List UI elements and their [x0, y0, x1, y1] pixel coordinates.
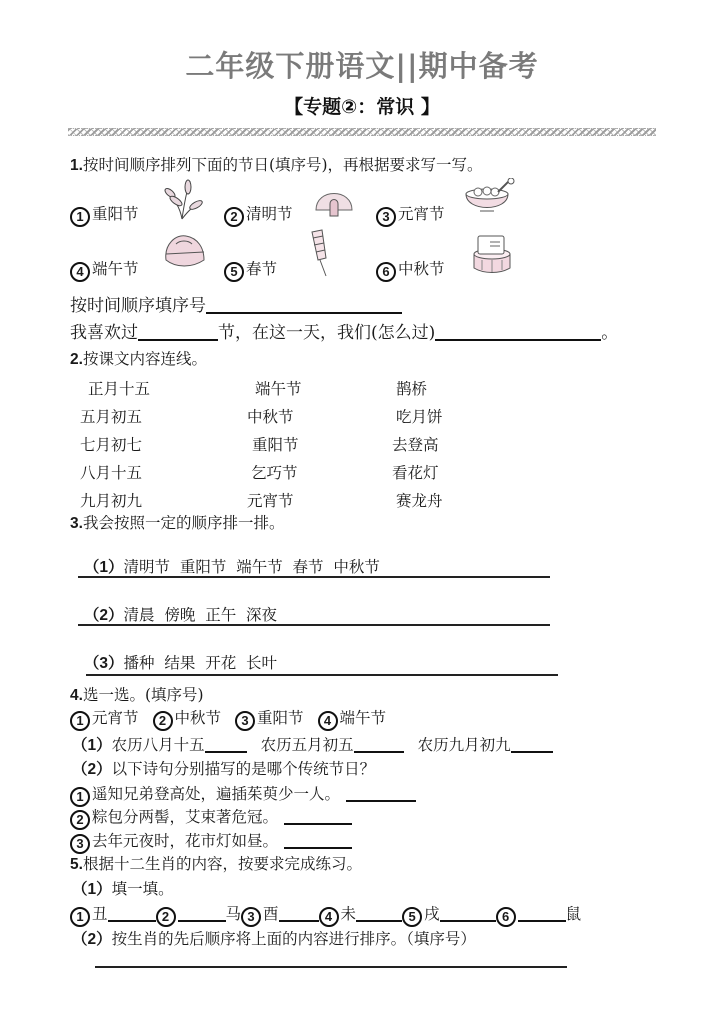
- circled-number: 4: [319, 907, 339, 927]
- order-prompt: 按时间顺序填序号: [70, 296, 206, 316]
- order-fill-row: [70, 291, 402, 316]
- item-words: 清明节 重阳节 端午节 春节 中秋节: [123, 558, 380, 576]
- q3-item-2: [74, 585, 277, 625]
- festival-option-6: [376, 257, 445, 282]
- tomb-icon: [312, 178, 356, 218]
- part-prompt: 填一填。: [111, 880, 174, 898]
- festival-label: 清明节: [246, 205, 293, 223]
- circled-number: 4: [70, 262, 90, 282]
- item-mark: （1）: [83, 559, 124, 576]
- match-item[interactable]: 重阳节: [252, 436, 299, 454]
- circled-number: 4: [318, 711, 338, 731]
- option-label: 中秋节: [174, 709, 222, 727]
- favorite-festival-row: [70, 318, 618, 343]
- dogwood-branch-icon: [160, 175, 208, 223]
- match-item[interactable]: 五月初五: [80, 408, 143, 426]
- option-label: 重阳节: [257, 709, 304, 727]
- festival-label: 重阳节: [92, 205, 139, 223]
- q4-number: 4.: [70, 687, 83, 704]
- q3-prompt: 我会按照一定的顺序排一排。: [82, 514, 285, 532]
- festival-label: 春节: [246, 260, 278, 278]
- circled-number: 2: [156, 907, 176, 927]
- q5-number: 5.: [70, 856, 83, 873]
- q4-prompt: 选一选。(填序号): [82, 686, 204, 704]
- q1-prompt: 按时间顺序排列下面的节日(填序号)，再根据要求写一写。: [82, 156, 483, 174]
- circled-number: 2: [153, 711, 173, 731]
- q3-item-3: [74, 633, 277, 673]
- match-column-dates: [80, 375, 151, 515]
- festival-option-3: [376, 202, 445, 227]
- option-label: 端午节: [339, 709, 387, 727]
- circled-number: 5: [224, 262, 244, 282]
- q4-part1-row: [72, 733, 553, 755]
- circled-number: 1: [70, 787, 90, 807]
- q3-answer-line-3[interactable]: [86, 674, 558, 676]
- circled-number: 3: [70, 834, 90, 854]
- part-mark: （1）: [72, 737, 112, 754]
- match-item[interactable]: 鹊桥: [396, 380, 428, 398]
- part-prompt: 以下诗句分别描写的是哪个传统节日？: [111, 760, 376, 778]
- zongzi-icon: [162, 230, 208, 270]
- q3-answer-line-1[interactable]: [78, 576, 550, 578]
- item-mark: （3）: [83, 655, 124, 672]
- match-item[interactable]: 九月初九: [80, 492, 143, 510]
- tangyuan-bowl-icon: [462, 178, 516, 218]
- zodiac-fill-row: [70, 902, 581, 927]
- q2-heading: [70, 347, 207, 369]
- match-item[interactable]: 赛龙舟: [396, 492, 443, 510]
- q3-number: 3.: [70, 515, 83, 532]
- festival-option-2: [224, 202, 293, 227]
- part-prompt: 按生肖的先后顺序将上面的内容进行排序。（填序号）: [111, 930, 476, 948]
- circled-number: 1: [70, 711, 90, 731]
- poem-text: 去年元夜时，花市灯如昼。: [92, 832, 279, 850]
- circled-number: 3: [241, 907, 261, 927]
- q1-heading: [70, 153, 483, 175]
- match-item[interactable]: 看花灯: [392, 464, 439, 482]
- match-item[interactable]: 元宵节: [247, 492, 294, 510]
- item-words: 播种 结果 开花 长叶: [123, 654, 278, 672]
- decorative-divider: [68, 128, 656, 136]
- lunar-date: 农历五月初五: [260, 736, 354, 754]
- zodiac-blank[interactable]: [440, 907, 496, 922]
- q4-option-1: [70, 709, 139, 727]
- lunar-date: 农历八月十五: [111, 736, 205, 754]
- q2-number: 2.: [70, 351, 83, 368]
- match-item[interactable]: 八月十五: [80, 464, 143, 482]
- zodiac-given: 鼠: [565, 905, 582, 923]
- match-item[interactable]: 乞巧节: [251, 464, 298, 482]
- answer-blank[interactable]: [284, 834, 352, 849]
- answer-blank[interactable]: [354, 738, 404, 753]
- circled-number: 3: [235, 711, 255, 731]
- answer-blank[interactable]: [346, 787, 416, 802]
- q5-part2-row: [72, 927, 476, 949]
- festival-option-1: [70, 202, 139, 227]
- match-item[interactable]: 七月初七: [80, 436, 143, 454]
- q4-options-row: [70, 706, 386, 731]
- circled-number: 1: [70, 207, 90, 227]
- poem-text: 遥知兄弟登高处，遍插茱萸少一人。: [92, 785, 341, 803]
- like-prefix: 我喜欢过: [70, 323, 138, 343]
- circled-number: 2: [224, 207, 244, 227]
- q4-part2-row: [72, 757, 375, 779]
- answer-blank[interactable]: [284, 810, 352, 825]
- q5-part1-row: [72, 877, 174, 899]
- zodiac-blank[interactable]: [178, 907, 226, 922]
- match-column-customs: [392, 375, 443, 515]
- match-item[interactable]: 吃月饼: [396, 408, 443, 426]
- match-item[interactable]: 中秋节: [247, 408, 294, 426]
- like-end: 。: [601, 323, 619, 343]
- item-words: 清晨 傍晚 正午 深夜: [123, 606, 278, 624]
- q2-prompt: 按课文内容连线。: [82, 350, 207, 368]
- circled-number: 6: [496, 907, 516, 927]
- festival-label: 中秋节: [398, 260, 445, 278]
- circled-number: 2: [70, 810, 90, 830]
- answer-blank[interactable]: [511, 738, 553, 753]
- item-mark: （2）: [83, 607, 124, 624]
- like-middle: 节，在这一天，我们(怎么过): [218, 323, 436, 343]
- part-mark: （2）: [72, 931, 112, 948]
- festival-label: 元宵节: [398, 205, 445, 223]
- part-mark: （2）: [72, 761, 112, 778]
- q3-item-1: [74, 537, 380, 577]
- worksheet-title: 二年级下册语文||期中备考: [185, 49, 539, 83]
- match-item[interactable]: 端午节: [255, 380, 302, 398]
- poem-text: 粽包分两髻，艾束著危冠。: [92, 808, 279, 826]
- poem-2: [70, 805, 352, 830]
- zodiac-blank[interactable]: [108, 907, 156, 922]
- q3-answer-line-2[interactable]: [78, 624, 550, 626]
- q4-heading: [70, 683, 204, 705]
- match-item[interactable]: 去登高: [392, 436, 439, 454]
- q5-prompt: 根据十二生肖的内容，按要求完成练习。: [82, 855, 362, 873]
- part-mark: （1）: [72, 881, 112, 898]
- q4-option-3: [235, 709, 304, 727]
- circled-number: 1: [70, 907, 90, 927]
- q1-number: 1.: [70, 157, 83, 174]
- option-label: 元宵节: [92, 709, 139, 727]
- festival-option-5: [224, 257, 277, 282]
- q4-option-4: [318, 709, 387, 727]
- circled-number: 5: [402, 907, 422, 927]
- zodiac-given: 马: [225, 905, 242, 923]
- match-item[interactable]: 正月十五: [88, 380, 151, 398]
- circled-number: 3: [376, 207, 396, 227]
- how-celebrate-blank[interactable]: [435, 326, 601, 341]
- zodiac-given: 酉: [263, 905, 279, 923]
- zodiac-given: 丑: [92, 905, 108, 923]
- favorite-festival-blank[interactable]: [138, 326, 218, 341]
- circled-number: 6: [376, 262, 396, 282]
- answer-blank[interactable]: [205, 738, 247, 753]
- zodiac-given: 戌: [424, 905, 440, 923]
- zodiac-blank[interactable]: [356, 907, 402, 922]
- q3-heading: [70, 511, 284, 533]
- q5-answer-line[interactable]: [95, 966, 567, 968]
- q5-heading: [70, 852, 362, 874]
- poem-3: [70, 829, 352, 854]
- match-column-festivals: [247, 375, 302, 515]
- mooncake-box-icon: [470, 232, 514, 274]
- zodiac-blank[interactable]: [279, 907, 319, 922]
- festival-label: 端午节: [92, 260, 139, 278]
- order-answer-blank[interactable]: [206, 299, 402, 314]
- firecracker-icon: [306, 228, 332, 278]
- worksheet-subtitle: 【专题②：常识 】: [284, 96, 440, 118]
- lunar-date: 农历九月初九: [417, 736, 511, 754]
- poem-1: [70, 782, 416, 807]
- zodiac-given: 未: [340, 905, 357, 923]
- festival-option-4: [70, 257, 139, 282]
- zodiac-blank[interactable]: [518, 907, 566, 922]
- q4-option-2: [153, 709, 222, 727]
